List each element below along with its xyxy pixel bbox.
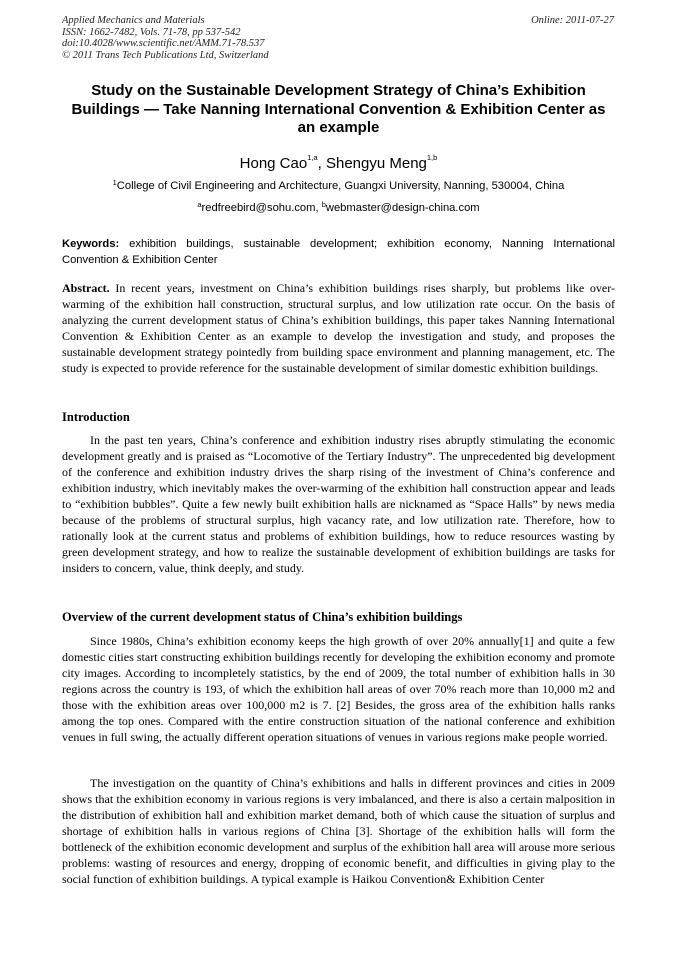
- journal-name: Applied Mechanics and Materials: [62, 15, 205, 26]
- paragraph-overview-1: Since 1980s, China’s exhibition economy keeps the high growth of over 20% annually[1] and quite a few domestic cities start constructing exhibition buildings recently for developing the exhibition economy and promote city images. According to incompletely statistics, by the end of 2009, the total number of exhibition halls in 30 regions across the country is 193, of which the exhibition hall areas of over 70% reach more than 10,000 m2 and those with the exhibition areas over 100,000 m2 is 7. [2] Besides, the gross area of the exhibition halls ranks among the top ones. Compared with the entire construction situation of the national conference and exhibition venues in full swing, the actually different operation situations of venues in various regions make people worried.: [62, 634, 615, 744]
- section-heading-overview: Overview of the current development status of China’s exhibition buildings: [62, 610, 463, 624]
- author-line: [62, 155, 615, 172]
- author-affil-sup: 1,a: [307, 153, 318, 162]
- keywords: [62, 237, 615, 268]
- journal-header: [62, 15, 269, 61]
- paragraph-introduction: In the past ten years, China’s conference and exhibition industry rises abruptly stimulating the economic development greatly and is praised as “Locomotive of the Tertiary Industry”. The unprecedented big development of the conference and exhibition industry drives the sharp rising of the investment of China’s conference and exhibition industry, which inevitably makes the over-warming of the exhibition hall construction appear and leads to “exhibition bubbles”. Quite a few newly built exhibition halls are nicknamed as “Space Halls” by news media because of the problems of structural surplus, high vacancy rate, and low utilization rate. Therefore, how to rationally look at the current status and problems of exhibition buildings, how to reduce resources wasting by green development strategy, and how to realize the sustainable development of exhibition buildings are tasks for insiders to concern, value, think deeply, and study.: [62, 433, 615, 575]
- paper-title: Study on the Sustainable Development Strategy of China’s Exhibition Buildings — Take Nanning International Convention & Exhibition Center as an example: [71, 82, 606, 136]
- doi-line[interactable]: doi:10.4028/www.scientific.net/AMM.71-78.537: [62, 38, 265, 49]
- author-affil-sup: 1,b: [426, 153, 438, 162]
- abstract: [62, 280, 615, 376]
- author-separator: ,: [317, 155, 326, 172]
- email-line: [62, 202, 615, 214]
- author-name: Shengyu Meng: [325, 155, 427, 172]
- issn-line: ISSN: 1662-7482, Vols. 71-78, pp 537-542: [62, 26, 241, 38]
- abstract-label: Abstract.: [62, 281, 110, 295]
- email-sup: b: [321, 200, 326, 209]
- online-date: Online: 2011-07-27: [531, 15, 614, 26]
- email-separator: ,: [315, 202, 322, 214]
- paragraph-overview-2: The investigation on the quantity of China’s exhibitions and halls in different provinces and cities in 2009 shows that the exhibition economy in various regions is very imbalanced, and there is also a certain malposition in the distribution of exhibition hall and exhibition market demand, both of which cause the situation of surplus and shortage of exhibition halls in various regions of China [3]. Shortage of the exhibition halls will form the bottleneck of the exhibition economic development and surplus of the exhibition hall area will arouse more serious problems: wasting of resources and energy, dropping of economic benefit, and difficulties in giving play to the social function of exhibition buildings. A typical example is Haikou Convention& Exhibition Center: [62, 776, 615, 886]
- keywords-label: Keywords:: [62, 238, 120, 250]
- email-link[interactable]: redfreebird@sohu.com: [201, 202, 316, 214]
- affiliation: [62, 180, 615, 192]
- email-link[interactable]: webmaster@design-china.com: [325, 202, 480, 214]
- email-sup: a: [197, 200, 202, 209]
- author-name: Hong Cao: [239, 155, 308, 172]
- section-heading-introduction: Introduction: [62, 410, 130, 424]
- copyright-line: © 2011 Trans Tech Publications Ltd, Switzerland: [62, 49, 269, 61]
- affiliation-sup: 1: [112, 178, 117, 187]
- affiliation-text: College of Civil Engineering and Architecture, Guangxi University, Nanning, 530004, China: [116, 180, 565, 192]
- abstract-text: In recent years, investment on China’s exhibition buildings rises sharply, but problems like over-warming of the exhibition hall construction, structural surplus, and low utilization rate occur. On the basis of analyzing the current development status of China’s exhibition buildings, this paper takes Nanning International Convention & Exhibition Center as an example to develop the investigation and study, and proposes the sustainable development strategy pointedly from building space environment and planning management, etc. The study is expected to provide reference for the sustainable development of similar domestic exhibition buildings.: [62, 281, 615, 375]
- keywords-text: exhibition buildings, sustainable development; exhibition economy, Nanning International Convention & Exhibition Center: [62, 238, 615, 266]
